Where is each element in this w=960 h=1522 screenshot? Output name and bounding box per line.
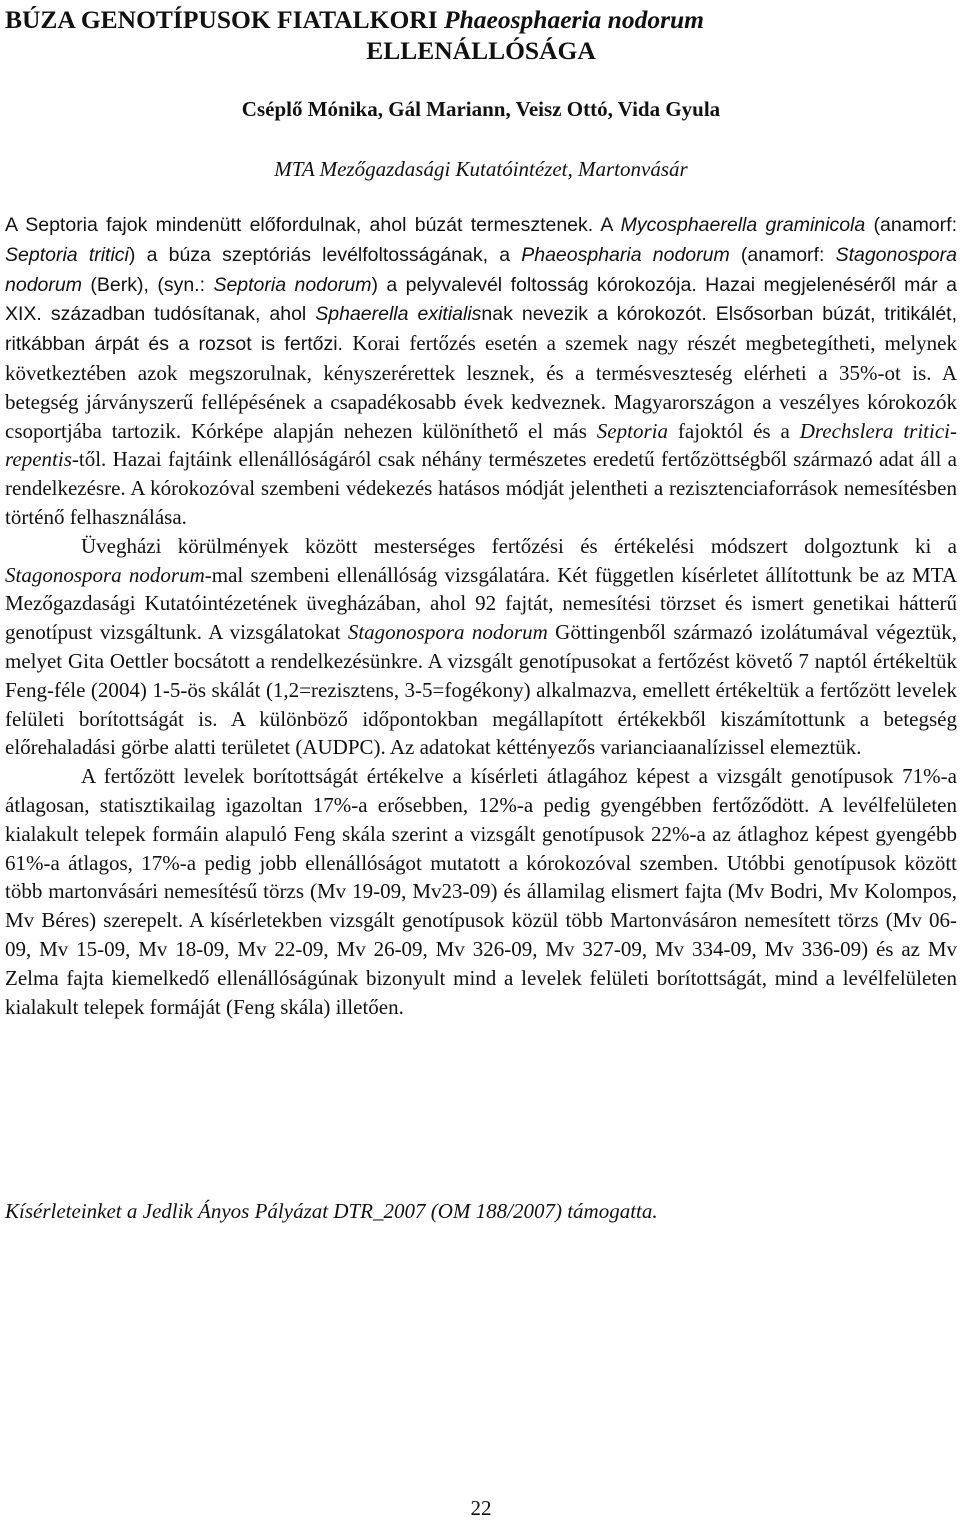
text-run: fajoktól és a (667, 418, 800, 443)
text-run: A Septoria fajok mindenütt előfordulnak, ahol búzát termesztenek. A (5, 214, 621, 236)
text-run: (Berk), (syn.: (81, 273, 214, 296)
italic-text-run: Stagonospora nodorum (347, 620, 548, 645)
italic-text-run: Drechslera tritici-repentis (5, 418, 957, 472)
text-run: ) a pelyvalevél foltosság kórokozója. Hazai megjelenéséről már a XIX. században tudósítanak, ahol (5, 273, 957, 326)
italic-text-run: Septoria tritici (5, 243, 129, 266)
italic-text-run: Mycosphaerella graminicola (620, 214, 866, 236)
text-run: (anamorf: (729, 243, 836, 266)
abstract-body (5, 210, 957, 1021)
affiliation: MTA Mezőgazdasági Kutatóintézet, Martonvásár (274, 157, 688, 181)
text-run: Korai fertőzés esetén a szemek nagy részét megbetegítheti, melynek következtében azok megszorulnak, kényszerérettek lesznek, és a termésveszteség elérheti a 35%-ot is. A betegség járványszerű fellépésének a csapadékosabb évek kedveznek. Magyarországon a veszélyes kórokozók csoportjába tartozik. Kórképe alapján nehezen különíthető el más (5, 331, 957, 443)
author-list: Cséplő Mónika, Gál Mariann, Veisz Ottó, Vida Gyula (241, 97, 721, 121)
text-run: -től. Hazai fajtáink ellenállóságáról csak néhány természetes eredetű fertőzöttségből származó adat áll a rendelkezésre. A kórokozóval szembeni védekezés hatásos módját jelentheti a rezisztenciaforrások nemesítésben történő felhasználása. (5, 447, 957, 529)
italic-text-run: Sphaerella exitialis (315, 303, 482, 326)
text-run: Üvegházi körülmények között mesterséges fertőzési és értékelési módszert dolgoztunk ki a (81, 533, 957, 558)
text-run: ) a búza szeptóriás levélfoltosságának, a (128, 243, 522, 266)
title-part1: BÚZA GENOTÍPUSOK FIATALKORI (5, 5, 445, 34)
body-paragraph (5, 532, 957, 762)
text-run: nak nevezik a kórokozót. Elsősorban búzát, tritikálét, ritkábban árpát és a rozsot is fertőzi. (5, 303, 958, 356)
italic-text-run: Septoria nodorum (213, 273, 372, 296)
title-pathogen-name: Phaeosphaeria nodorum (444, 5, 705, 34)
italic-text-run: Septoria (596, 418, 668, 443)
page-number: 22 (470, 1496, 492, 1520)
text-run: Göttingenből származó izolátumával végeztük, melyet Gita Oettler bocsátott a rendelkezésünkre. A vizsgált genotípusokat a fertőzést követő 7 naptól értékeltük Feng-féle (2004) 1-5-ös skálát (1,2=rezisztens, 3-5=fogékony) alkalmazva, emellett értékeltük a fertőzött levelek felületi borítottságát is. A különböző időpontokban megállapított értékekből kiszámítottunk a betegség előrehaladási görbe alatti területet (AUDPC). Az adatokat kéttényezős varianciaanalízissel elemeztük. (5, 620, 957, 760)
body-paragraph (5, 762, 957, 1021)
italic-text-run: Stagonospora nodorum (5, 243, 957, 296)
paper-title (5, 4, 957, 66)
italic-text-run: Stagonospora nodorum (5, 562, 205, 587)
body-paragraph (5, 210, 957, 532)
italic-text-run: Phaeospharia nodorum (521, 243, 730, 266)
text-run: A fertőzött levelek borítottságát értékelve a kísérleti átlagához képest a vizsgált genotípusok 71%-a átlagosan, statisztikailag igazoltan 17%-a erősebben, 12%-a pedig gyengébben fertőződött. A levélfelületen kialakult telepek formáin alapuló Feng skála szerint a vizsgált genotípusok 22%-a az átlaghoz képest gyengébb 61%-a átlagos, 17%-a pedig jobb ellenállóságot mutatott a kórokozóval szemben. Utóbbi genotípusok között több martonvásári nemesítésű törzs (Mv 19-09, Mv23-09) és államilag elismert fajta (Mv Bodri, Mv Kolompos, Mv Béres) szerepelt. A kísérletekben vizsgált genotípusok közül több Martonvásáron nemesített törzs (Mv 06-09, Mv 15-09, Mv 18-09, Mv 22-09, Mv 26-09, Mv 326-09, Mv 327-09, Mv 334-09, Mv 336-09) és az Mv Zelma fajta kiemelkedő ellenállóságúnak bizonyult mind a levelek felületi borítottságát, mind a levélfelületen kialakult telepek formáját (Feng skála) illetően. (5, 764, 957, 1019)
title-part3: ELLENÁLLÓSÁGA (366, 36, 596, 65)
text-run: -mal szembeni ellenállóság vizsgálatára. Két független kísérletet állítottunk be az MTA Mezőgazdasági Kutatóintézetének üvegházában, ahol 92 fajtát, nemesítési törzset és ismert genetikai hátterű genotípust vizsgáltunk. A vizsgálatokat (5, 562, 957, 645)
acknowledgement: Kísérleteinket a Jedlik Ányos Pályázat DTR_2007 (OM 188/2007) támogatta. (5, 1199, 658, 1223)
text-run: (anamorf: (865, 214, 957, 236)
